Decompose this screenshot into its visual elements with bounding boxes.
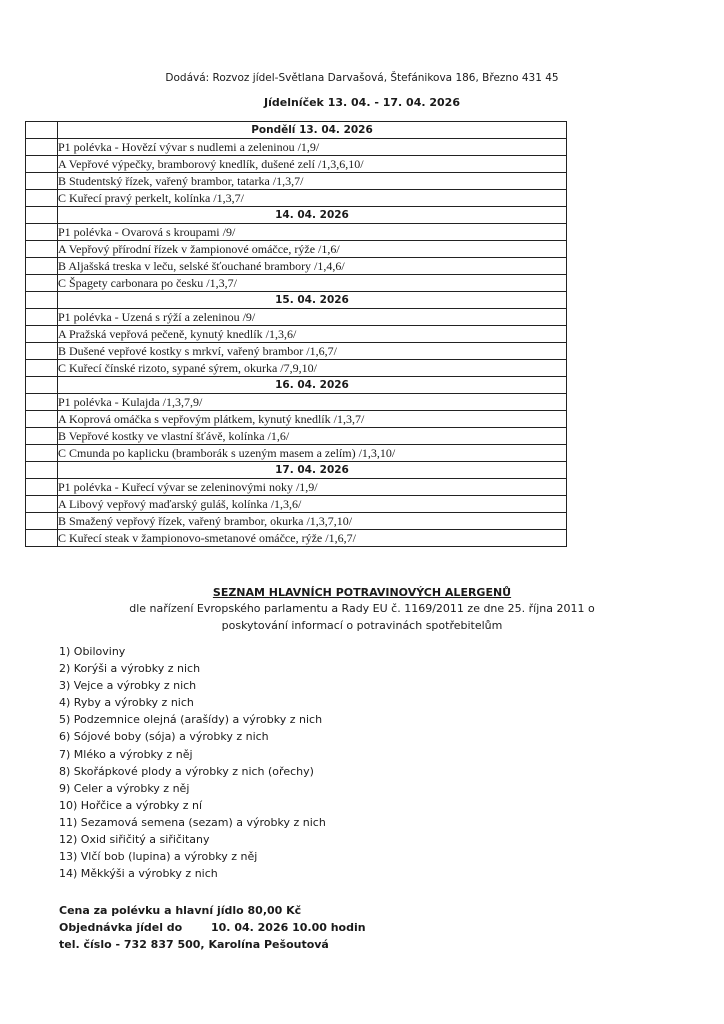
meal-row <box>26 360 567 377</box>
supplier-info: Dodává: Rozvoz jídel-Světlana Darvašová, Štefánikova 186, Březno 431 45 <box>165 72 559 84</box>
meal-item: B Dušené vepřové kostky s mrkví, vařený brambor /1,6,7/ <box>58 343 567 360</box>
soup-item: P1 polévka - Uzená s rýží a zeleninou /9/ <box>58 309 567 326</box>
meal-row <box>26 428 567 445</box>
soup-item: P1 polévka - Kuřecí vývar se zeleninovými noky /1,9/ <box>58 479 567 496</box>
soup-item: P1 polévka - Kulajda /1,3,7,9/ <box>58 394 567 411</box>
meal-item: C Kuřecí pravý perkelt, kolínka /1,3,7/ <box>58 190 567 207</box>
meal-row <box>26 190 567 207</box>
selection-cell[interactable] <box>26 360 58 377</box>
selection-cell[interactable] <box>26 445 58 462</box>
selection-cell[interactable] <box>26 496 58 513</box>
day-header-row <box>26 377 567 394</box>
day-header-row <box>26 122 567 139</box>
soup-row <box>26 309 567 326</box>
selection-cell[interactable] <box>26 479 58 496</box>
meal-item: B Vepřové kostky ve vlastní šťávě, kolínka /1,6/ <box>58 428 567 445</box>
blank-cell <box>26 292 58 309</box>
allergen-item: 6) Sójové boby (sója) a výrobky z nich <box>59 730 269 744</box>
order-deadline-line <box>59 921 366 934</box>
price-line: Cena za polévku a hlavní jídlo 80,00 Kč <box>59 904 302 917</box>
menu-table <box>25 121 567 547</box>
selection-cell[interactable] <box>26 513 58 530</box>
allergen-item: 8) Skořápkové plody a výrobky z nich (ořechy) <box>59 764 314 778</box>
meal-row <box>26 258 567 275</box>
selection-cell[interactable] <box>26 190 58 207</box>
allergen-item: 9) Celer a výrobky z něj <box>59 781 190 795</box>
meal-item: A Koprová omáčka s vepřovým plátkem, kynutý knedlík /1,3,7/ <box>58 411 567 428</box>
allergen-list-title: SEZNAM HLAVNÍCH POTRAVINOVÝCH ALERGENŮ <box>212 586 512 599</box>
soup-row <box>26 139 567 156</box>
day-date: 16. 04. 2026 <box>58 377 567 394</box>
meal-item: C Cmunda po kaplicku (bramborák s uzeným masem a zelím) /1,3,10/ <box>58 445 567 462</box>
soup-item: P1 polévka - Hovězí vývar s nudlemi a zeleninou /1,9/ <box>58 139 567 156</box>
selection-cell[interactable] <box>26 343 58 360</box>
meal-row <box>26 343 567 360</box>
day-date: 14. 04. 2026 <box>58 207 567 224</box>
contact-line: tel. číslo - 732 837 500, Karolína Pešoutová <box>59 938 329 951</box>
allergen-regulation-line-2: poskytování informací o potravinách spotřebitelům <box>221 619 503 632</box>
blank-cell <box>26 207 58 224</box>
blank-cell <box>26 462 58 479</box>
soup-row <box>26 479 567 496</box>
day-date: 15. 04. 2026 <box>58 292 567 309</box>
allergen-item: 2) Korýši a výrobky z nich <box>59 662 201 676</box>
meal-row <box>26 496 567 513</box>
meal-item: C Kuřecí čínské rizoto, sypané sýrem, okurka /7,9,10/ <box>58 360 567 377</box>
meal-row <box>26 411 567 428</box>
allergen-item: 4) Ryby a výrobky z nich <box>59 696 194 710</box>
allergen-item: 5) Podzemnice olejná (arašídy) a výrobky z nich <box>59 713 323 727</box>
day-date: 17. 04. 2026 <box>58 462 567 479</box>
order-deadline-label: Objednávka jídel do <box>59 921 183 934</box>
day-header-row <box>26 462 567 479</box>
allergen-item: 3) Vejce a výrobky z nich <box>59 679 197 693</box>
meal-item: A Vepřový přírodní řízek v žampionové omáčce, rýže /1,6/ <box>58 241 567 258</box>
selection-cell[interactable] <box>26 275 58 292</box>
allergen-item: 10) Hořčice a výrobky z ní <box>59 798 203 812</box>
blank-cell <box>26 122 58 139</box>
selection-cell[interactable] <box>26 530 58 547</box>
allergen-item: 13) Vlčí bob (lupina) a výrobky z něj <box>59 850 258 864</box>
selection-cell[interactable] <box>26 241 58 258</box>
day-date: Pondělí 13. 04. 2026 <box>58 122 567 139</box>
selection-cell[interactable] <box>26 156 58 173</box>
selection-cell[interactable] <box>26 428 58 445</box>
soup-item: P1 polévka - Ovarová s kroupami /9/ <box>58 224 567 241</box>
selection-cell[interactable] <box>26 326 58 343</box>
selection-cell[interactable] <box>26 258 58 275</box>
meal-row <box>26 275 567 292</box>
selection-cell[interactable] <box>26 139 58 156</box>
meal-item: B Studentský řízek, vařený brambor, tatarka /1,3,7/ <box>58 173 567 190</box>
meal-item: C Špagety carbonara po česku /1,3,7/ <box>58 275 567 292</box>
day-header-row <box>26 292 567 309</box>
meal-item: A Libový vepřový maďarský guláš, kolínka /1,3,6/ <box>58 496 567 513</box>
allergen-item: 7) Mléko a výrobky z něj <box>59 747 193 761</box>
blank-cell <box>26 377 58 394</box>
meal-row <box>26 241 567 258</box>
allergen-regulation-line-1: dle nařízení Evropského parlamentu a Rady EU č. 1169/2011 ze dne 25. října 2011 o <box>129 602 595 615</box>
soup-row <box>26 394 567 411</box>
selection-cell[interactable] <box>26 224 58 241</box>
allergen-item: 14) Měkkýši a výrobky z nich <box>59 867 218 881</box>
selection-cell[interactable] <box>26 411 58 428</box>
meal-row <box>26 513 567 530</box>
order-deadline-value: 10. 04. 2026 10.00 hodin <box>211 921 366 934</box>
meal-item: A Vepřové výpečky, bramborový knedlík, dušené zelí /1,3,6,10/ <box>58 156 567 173</box>
selection-cell[interactable] <box>26 394 58 411</box>
selection-cell[interactable] <box>26 173 58 190</box>
meal-item: A Pražská vepřová pečeně, kynutý knedlík /1,3,6/ <box>58 326 567 343</box>
meal-row <box>26 326 567 343</box>
meal-row <box>26 156 567 173</box>
allergen-item: 12) Oxid siřičitý a siřičitany <box>59 833 210 847</box>
meal-row <box>26 530 567 547</box>
allergen-item: 1) Obiloviny <box>59 645 126 658</box>
meal-item: B Smažený vepřový řízek, vařený brambor, okurka /1,3,7,10/ <box>58 513 567 530</box>
meal-row <box>26 445 567 462</box>
meal-item: B Aljašská treska v leču, selské šťouchané brambory /1,4,6/ <box>58 258 567 275</box>
meal-row <box>26 173 567 190</box>
menu-title: Jídelníček 13. 04. - 17. 04. 2026 <box>264 96 460 109</box>
day-header-row <box>26 207 567 224</box>
allergen-list <box>59 643 326 882</box>
selection-cell[interactable] <box>26 309 58 326</box>
meal-item: C Kuřecí steak v žampionovo-smetanové omáčce, rýže /1,6,7/ <box>58 530 567 547</box>
soup-row <box>26 224 567 241</box>
allergen-item: 11) Sezamová semena (sezam) a výrobky z nich <box>59 815 326 829</box>
